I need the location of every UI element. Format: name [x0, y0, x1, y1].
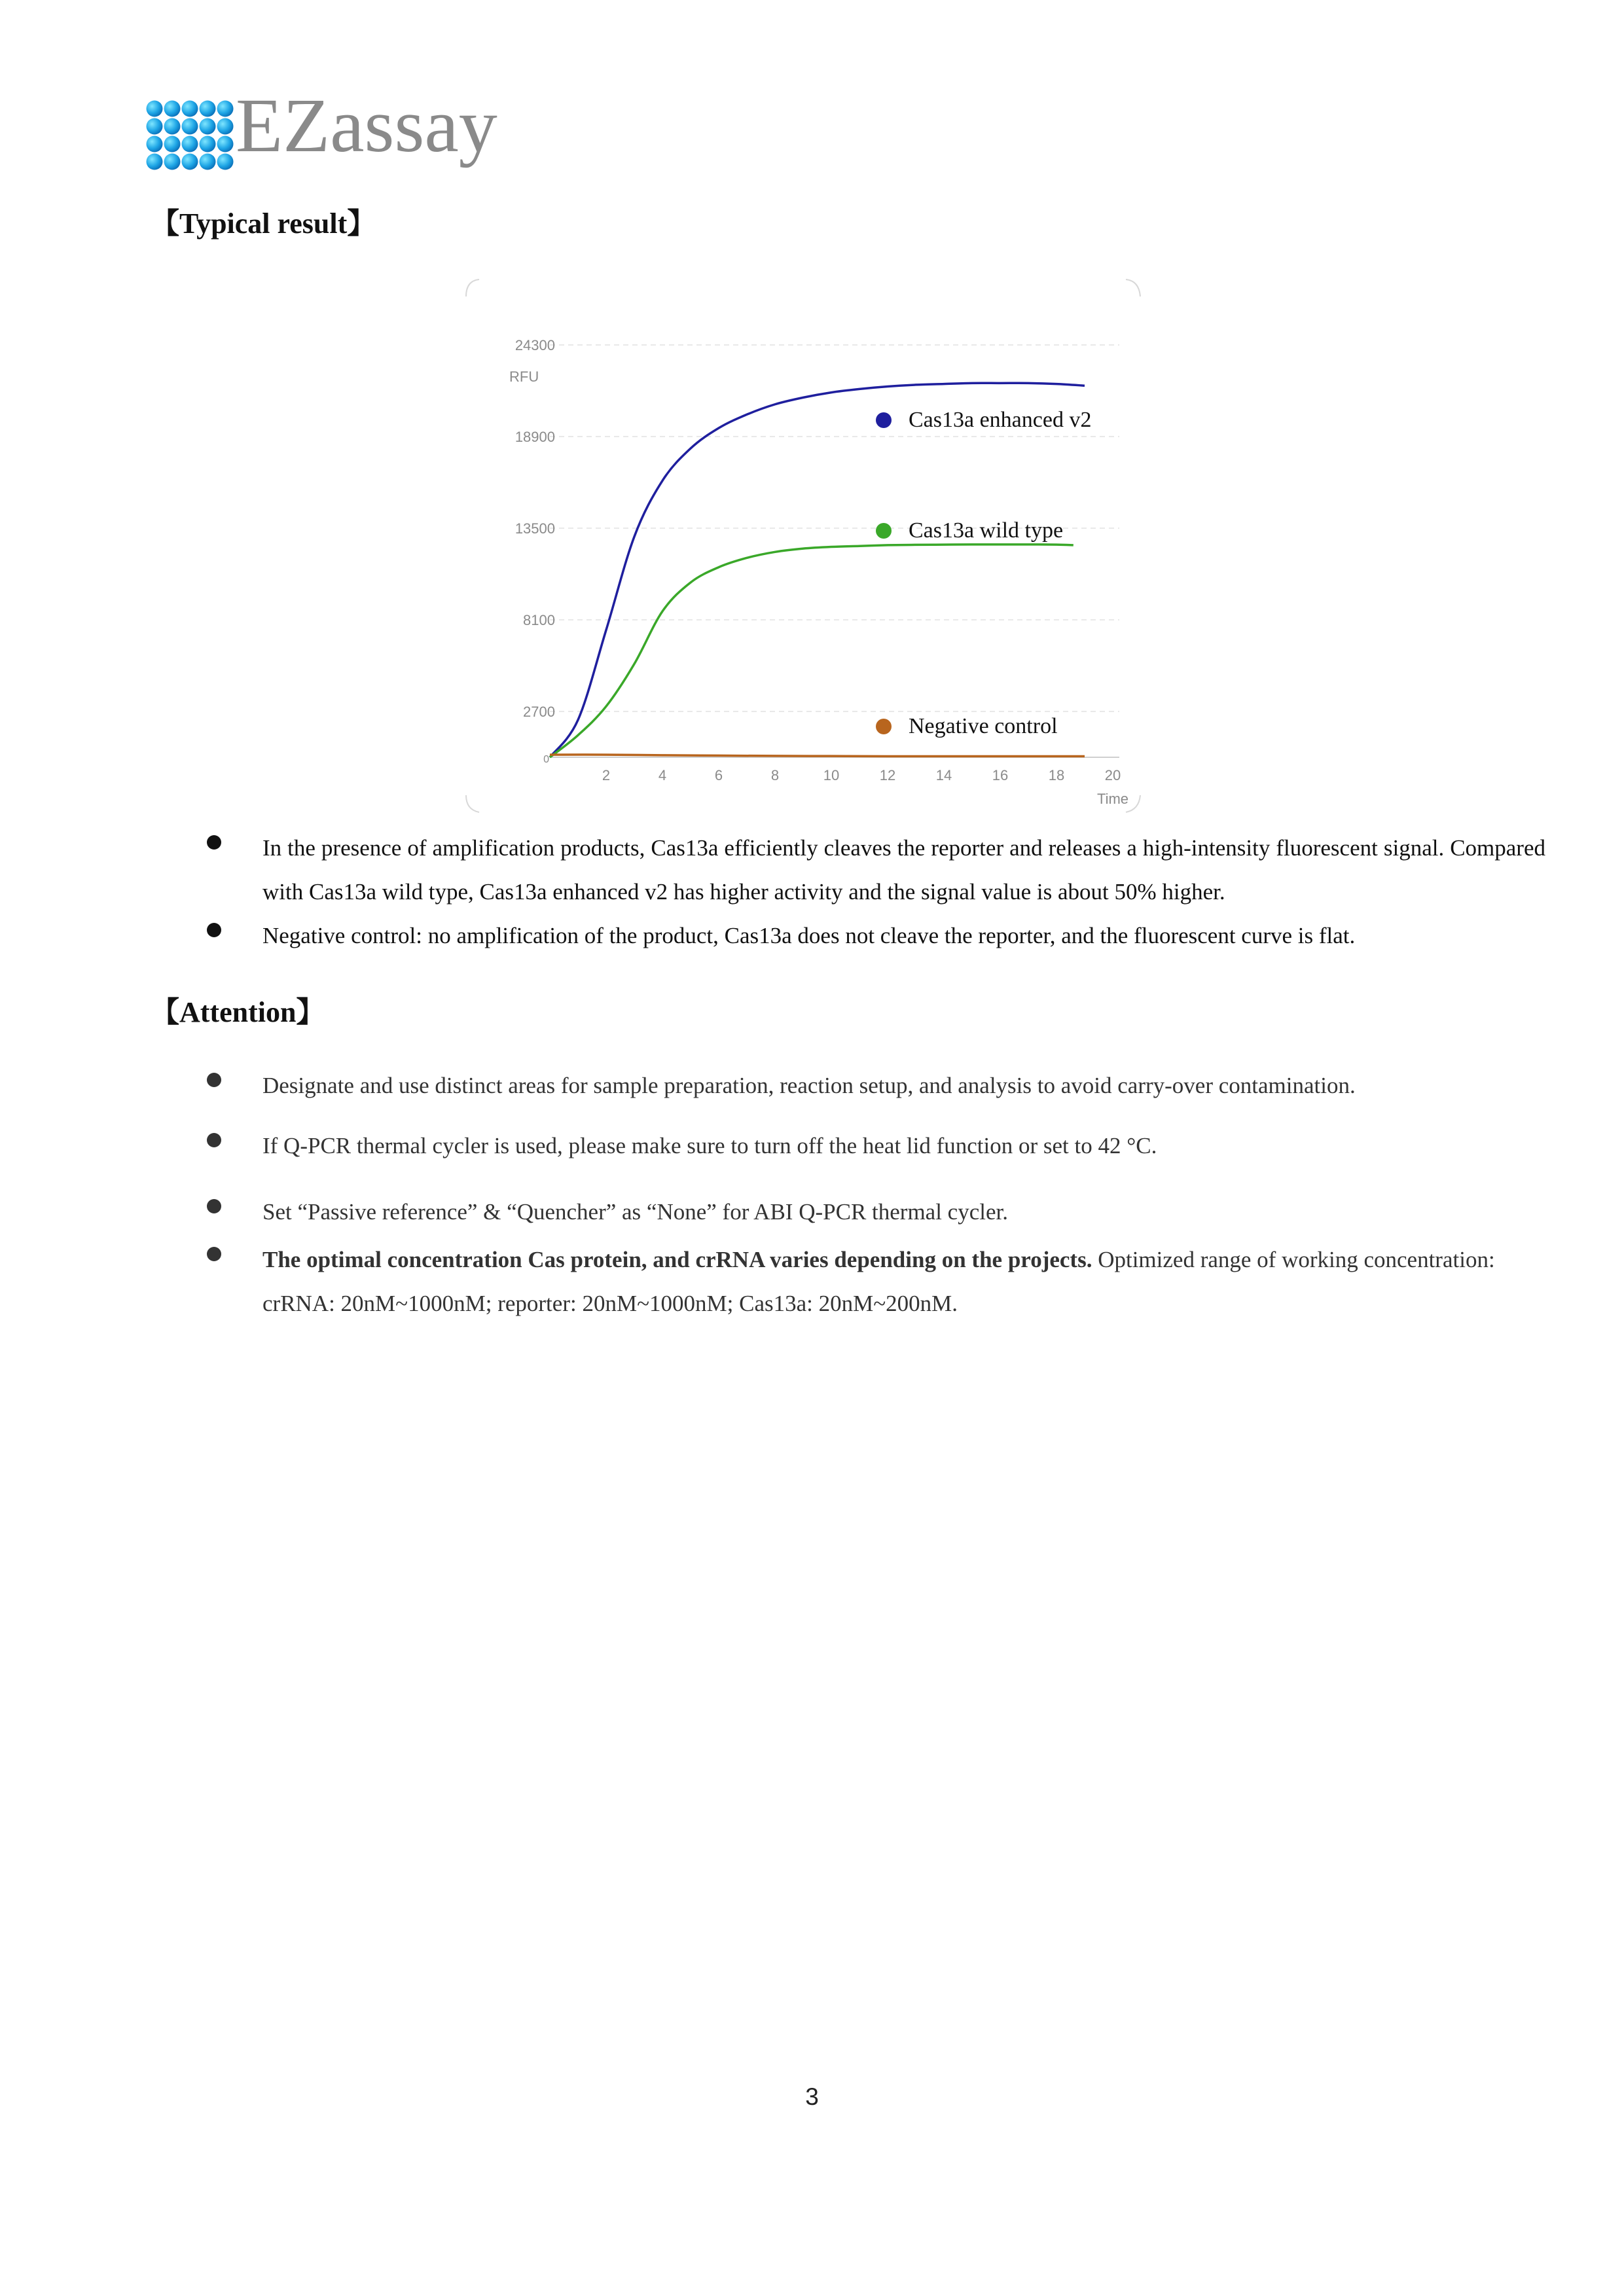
result-bullet-text: Negative control: no amplification of the product, Cas13a does not cleave the reporter, and the fluorescent curve is flat. [262, 923, 1356, 948]
legend-label: Cas13a enhanced v2 [909, 408, 1092, 432]
legend-marker [876, 412, 892, 428]
x-tick-label: 4 [658, 767, 667, 783]
x-tick-label: 2 [602, 767, 611, 783]
x-tick-label: 6 [714, 767, 723, 783]
logo-dot [200, 154, 216, 170]
legend-label: Cas13a wild type [909, 518, 1064, 543]
logo-dot [200, 101, 216, 117]
logo-dot [182, 118, 198, 135]
logo-dot [182, 101, 198, 117]
frame-corner-bottom-left [466, 795, 479, 812]
logo-dot [200, 118, 216, 135]
y-tick-label: 0 [543, 754, 549, 765]
legend-marker [876, 523, 892, 539]
y-tick-label: 13500 [514, 520, 555, 537]
logo-dot [147, 118, 163, 135]
logo-dot [217, 118, 234, 135]
fluorescence-chart [458, 272, 1152, 821]
bullet-dot-icon [207, 1073, 221, 1087]
series-line [550, 383, 1085, 757]
logo-dot [217, 154, 234, 170]
frame-corner-top-right [1126, 279, 1140, 296]
logo-dot [182, 136, 198, 152]
y-tick-label: 24300 [514, 337, 555, 353]
bullet-dot-icon [207, 1247, 221, 1261]
x-tick-label: 8 [770, 767, 780, 783]
result-bullet-text: In the presence of amplification products, Cas13a efficiently cleaves the reporter and releases a high-intensity fluorescent signal. Compared with Cas13a wild type, Cas13a enhanced v2 has higher activity and the signal value is about 50% higher. [262, 835, 1545, 905]
fluorescence-chart-svg [458, 272, 1152, 821]
x-tick-label: 18 [1048, 767, 1065, 783]
frame-corner-top-left [466, 279, 479, 296]
series-line [550, 755, 1085, 756]
legend-label: Negative control [909, 714, 1058, 738]
y-tick-label: 8100 [523, 612, 555, 628]
logo-dot [217, 101, 234, 117]
logo-dot [182, 154, 198, 170]
logo-dot [147, 154, 163, 170]
page-number: 3 [805, 2083, 819, 2110]
logo-dot [200, 136, 216, 152]
ezassay-logo [145, 82, 551, 187]
bullet-dot-icon [207, 1199, 221, 1213]
x-tick-label: 14 [935, 767, 952, 783]
logo-dot [164, 101, 181, 117]
logo-dot [164, 136, 181, 152]
x-tick-label: 12 [879, 767, 896, 783]
x-tick-label: 10 [823, 767, 840, 783]
logo-dot [164, 154, 181, 170]
attention-bullet-text: Set “Passive reference” & “Quencher” as “None” for ABI Q-PCR thermal cycler. [262, 1199, 1008, 1225]
x-axis-label: Time [1096, 791, 1129, 807]
attention-heading: 【Attention】 [151, 996, 325, 1028]
logo-dot [147, 101, 163, 117]
logo-dot-grid-icon [145, 99, 237, 171]
x-tick-label: 16 [992, 767, 1009, 783]
bullet-dot-icon [207, 835, 221, 850]
logo-dot [164, 118, 181, 135]
attention-bullet-text [262, 1238, 1545, 1325]
attention-bullet-text: Designate and use distinct areas for sample preparation, reaction setup, and analysis to avoid carry-over contamination. [262, 1073, 1356, 1098]
attention-bullet-text: If Q-PCR thermal cycler is used, please make sure to turn off the heat lid function or set to 42 °C. [262, 1133, 1157, 1158]
bullet-dot-icon [207, 923, 221, 937]
x-tick-label: 20 [1104, 767, 1121, 783]
logo-dot [147, 136, 163, 152]
attention-bullet-bold-lead: The optimal concentration Cas protein, and crRNA varies depending on the projects. [262, 1247, 1092, 1272]
legend-marker [876, 719, 892, 734]
y-tick-label: 2700 [523, 704, 555, 720]
logo-wordmark: EZassay [236, 82, 497, 168]
typical-result-heading: 【Typical result】 [151, 207, 376, 240]
logo-dot [217, 136, 234, 152]
y-tick-label: 18900 [514, 429, 555, 445]
y-axis-label: RFU [509, 368, 539, 385]
attention-bullet-rest: Optimized range of working concentration: crRNA: 20nM~1000nM; reporter: 20nM~1000nM; Cas13a: 20nM~200nM. [262, 1247, 1495, 1316]
bullet-dot-icon [207, 1133, 221, 1147]
